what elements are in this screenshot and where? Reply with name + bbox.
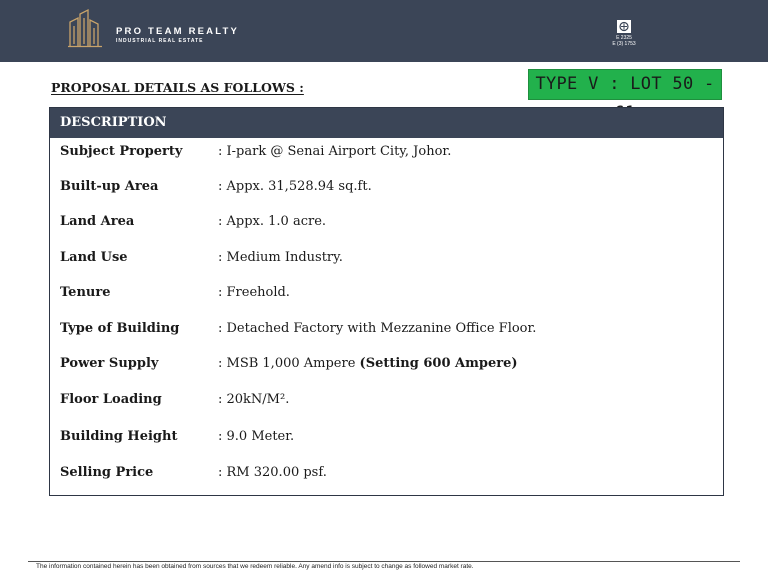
row-value: : Appx. 31,528.94 sq.ft. — [218, 179, 372, 194]
row-label: Built-up Area — [60, 179, 159, 194]
row-label: Tenure — [60, 285, 111, 300]
row-value: : Detached Factory with Mezzanine Office Floor. — [218, 321, 537, 336]
row-value: : 9.0 Meter. — [218, 429, 295, 444]
type-badge: TYPE V : LOT 50 - — [528, 69, 722, 100]
brand-name: PRO TEAM REALTY — [116, 26, 240, 37]
row-label: Subject Property — [60, 144, 183, 159]
row-value: : I-park @ Senai Airport City, Johor. — [218, 144, 452, 159]
brand-block — [116, 26, 239, 45]
row-value: : 20kN/M². — [218, 392, 290, 407]
page-title: PROPOSAL DETAILS AS FOLLOWS : — [51, 80, 304, 95]
registration-number-2: E (3) 1753 — [612, 41, 636, 47]
row-label: Building Height — [60, 429, 178, 444]
agency-seal-icon — [617, 20, 631, 33]
page-header — [0, 0, 768, 62]
power-supply-value: : MSB 1,000 Ampere — [218, 356, 360, 371]
description-table — [49, 107, 724, 496]
row-value — [218, 354, 518, 374]
row-label: Land Area — [60, 214, 135, 229]
description-header: DESCRIPTION — [50, 108, 723, 138]
footer-disclaimer: The information contained herein has been obtained from sources that we redeem reliable. Any amend info is subject to change as followed market rate. — [36, 563, 474, 570]
registration-number-1: E 2325 — [616, 35, 632, 41]
footer-divider — [28, 561, 740, 562]
brand-tagline: INDUSTRIAL REAL ESTATE — [116, 38, 204, 44]
row-value: : Freehold. — [218, 285, 290, 300]
row-label: Type of Building — [60, 321, 180, 336]
building-logo-icon — [68, 8, 104, 48]
row-label: Floor Loading — [60, 392, 162, 407]
row-label: Selling Price — [60, 465, 154, 480]
row-value: : Appx. 1.0 acre. — [218, 214, 327, 229]
row-label: Power Supply — [60, 356, 159, 371]
power-supply-setting: (Setting 600 Ampere) — [359, 356, 518, 371]
row-label: Land Use — [60, 250, 128, 265]
row-value: : RM 320.00 psf. — [218, 465, 327, 480]
row-value: : Medium Industry. — [218, 250, 343, 265]
registration-block — [606, 20, 642, 47]
